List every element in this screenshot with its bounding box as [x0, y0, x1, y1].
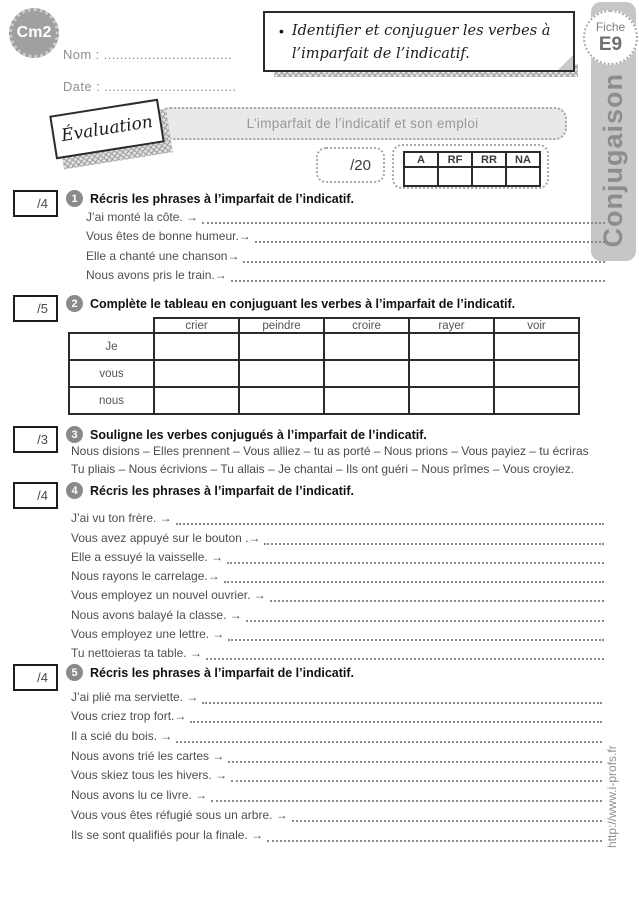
answer-dots[interactable] [202, 222, 605, 224]
answer-cell[interactable] [409, 360, 494, 387]
assessment-mark-row [404, 167, 540, 186]
answer-line [71, 625, 604, 644]
assessment-grid [392, 144, 549, 189]
answer-dots[interactable] [176, 741, 602, 743]
answer-cell[interactable] [239, 333, 324, 360]
pronoun-label: vous [69, 360, 154, 387]
objective-box [263, 11, 575, 72]
sentence-prompt: Elle a chanté une chanson→ [86, 248, 240, 263]
assessment-cell[interactable] [438, 167, 472, 186]
answer-dots[interactable] [176, 523, 604, 525]
sentence-prompt: J’ai plié ma serviette. → [71, 689, 199, 704]
answer-line [71, 766, 602, 786]
answer-cell[interactable] [409, 333, 494, 360]
sentence-prompt: J’ai monté la côte. → [86, 209, 199, 224]
table-row [69, 360, 579, 387]
bullet-icon: • [279, 23, 284, 39]
verb-header: voir [494, 318, 579, 333]
exercise2-title: Complète le tableau en conjuguant les verbes à l’imparfait de l’indicatif. [90, 296, 516, 311]
exercise1-lines [86, 207, 605, 285]
answer-cell[interactable] [409, 387, 494, 414]
assessment-col-na: NA [506, 152, 540, 167]
answer-cell[interactable] [324, 387, 409, 414]
answer-cell[interactable] [494, 333, 579, 360]
verb-word-list [71, 443, 596, 478]
answer-line [86, 246, 605, 266]
fiche-badge [583, 10, 638, 65]
answer-cell[interactable] [154, 360, 239, 387]
sentence-prompt: Vous employez un nouvel ouvrier. → [71, 588, 266, 603]
answer-dots[interactable] [246, 620, 604, 622]
verb-header: croire [324, 318, 409, 333]
date-field[interactable]: Date : ................................. [63, 79, 237, 94]
assessment-col-a: A [404, 152, 438, 167]
sentence-prompt: Il a scié du bois. → [71, 729, 173, 744]
answer-line [86, 227, 605, 247]
sentence-prompt: Nous avons balayé la classe. → [71, 607, 242, 622]
points-box-ex3[interactable]: /3 [13, 426, 58, 453]
sentence-prompt: Vous skiez tous les hivers. → [71, 768, 228, 783]
fiche-label: Fiche [595, 19, 626, 34]
pronoun-label: nous [69, 387, 154, 414]
answer-line [71, 825, 602, 845]
fiche-code: E9 [598, 33, 623, 55]
objective-text: Identifier et conjuguer les verbes à l’imparfait de l’indicatif. [291, 23, 551, 62]
sentence-prompt: Vous criez trop fort.→ [71, 709, 187, 724]
answer-dots[interactable] [270, 600, 604, 602]
answer-line [71, 586, 604, 605]
answer-dots[interactable] [224, 581, 604, 583]
word-list-line[interactable]: Tu pliais – Nous écrivions – Tu allais – Je chantai – Ils ont guéri – Nous prîmes – Vous croyiez. [71, 461, 575, 476]
answer-dots[interactable] [292, 820, 602, 822]
corner-fold-icon [558, 55, 573, 70]
sentence-prompt: Elle a essuyé la vaisselle. → [71, 549, 224, 564]
answer-cell[interactable] [494, 387, 579, 414]
answer-line [71, 805, 602, 825]
answer-line [71, 746, 602, 766]
answer-cell[interactable] [324, 333, 409, 360]
answer-line [71, 509, 604, 528]
evaluation-sticker: Évaluation [49, 99, 165, 160]
points-box-ex4[interactable]: /4 [13, 482, 58, 509]
points-box-ex1[interactable]: /4 [13, 190, 58, 217]
assessment-cell[interactable] [506, 167, 540, 186]
answer-dots[interactable] [190, 721, 602, 723]
sentence-prompt: Nous avons lu ce livre. → [71, 788, 208, 803]
grade-level-badge: Cm2 [9, 8, 59, 58]
exercise1-header [66, 190, 354, 207]
answer-dots[interactable] [211, 800, 602, 802]
assessment-header-row [404, 152, 540, 167]
answer-line [71, 605, 604, 624]
blank-corner-cell [69, 318, 154, 333]
exercise5-header [66, 664, 354, 681]
exercise1-title: Récris les phrases à l’imparfait de l’indicatif. [90, 191, 354, 206]
sentence-prompt: Nous avons pris le train.→ [86, 268, 227, 282]
assessment-col-rf: RF [438, 152, 472, 167]
answer-cell[interactable] [239, 387, 324, 414]
conjugation-table [68, 317, 580, 415]
pronoun-label: Je [69, 333, 154, 360]
exercise5-title: Récris les phrases à l’imparfait de l’indicatif. [90, 665, 354, 680]
exercise3-number-badge: 3 [66, 426, 83, 443]
answer-dots[interactable] [227, 562, 604, 564]
verb-header-row [69, 318, 579, 333]
answer-dots[interactable] [228, 639, 604, 641]
exercise4-lines [71, 509, 604, 663]
answer-cell[interactable] [154, 333, 239, 360]
assessment-cell[interactable] [472, 167, 506, 186]
points-box-ex5[interactable]: /4 [13, 664, 58, 691]
answer-dots[interactable] [243, 261, 605, 263]
sentence-prompt: Ils se sont qualifiés pour la finale. → [71, 827, 264, 842]
answer-line [71, 644, 604, 663]
exercise3-title: Souligne les verbes conjugués à l’imparfait de l’indicatif. [90, 427, 427, 442]
exercise5-lines [71, 687, 602, 845]
worksheet-title: L’imparfait de l’indicatif et son emploi [158, 107, 567, 140]
sentence-prompt: J’ai vu ton frère. → [71, 511, 172, 526]
table-row [69, 387, 579, 414]
exercise1-number-badge: 1 [66, 190, 83, 207]
answer-cell[interactable] [154, 387, 239, 414]
points-box-ex2[interactable]: /5 [13, 295, 58, 322]
exercise3-header [66, 426, 427, 443]
word-list-line[interactable]: Nous disions – Elles prennent – Vous alliez – tu as porté – Nous prions – Vous payiez – tu écriras [71, 444, 589, 458]
sentence-prompt: Vous avez appuyé sur le bouton .→ [71, 530, 261, 545]
exercise2-header [66, 295, 515, 312]
answer-line [71, 528, 604, 547]
answer-line [86, 266, 605, 286]
answer-dots[interactable] [264, 543, 604, 545]
sentence-prompt: Vous vous êtes réfugié sous un arbre. → [71, 807, 288, 822]
sentence-prompt: Vous employez une lettre. → [71, 627, 225, 642]
answer-cell[interactable] [494, 360, 579, 387]
answer-dots[interactable] [202, 702, 602, 704]
sentence-prompt: Vous êtes de bonne humeur.→ [86, 229, 251, 243]
sentence-prompt: Nous avons trié les cartes → [71, 748, 225, 763]
sentence-prompt: Nous rayons le carrelage.→ [71, 569, 220, 584]
total-score-box[interactable]: /20 [316, 147, 385, 183]
answer-line [71, 567, 604, 586]
subject-label: Conjugaison [598, 72, 628, 247]
answer-line [71, 707, 602, 727]
exercise4-header [66, 482, 354, 499]
answer-cell[interactable] [239, 360, 324, 387]
answer-line [71, 726, 602, 746]
assessment-cell[interactable] [404, 167, 438, 186]
verb-header: crier [154, 318, 239, 333]
verb-header: rayer [409, 318, 494, 333]
answer-dots[interactable] [231, 280, 605, 282]
exercise4-title: Récris les phrases à l’imparfait de l’indicatif. [90, 483, 354, 498]
sentence-prompt: Tu nettoieras ta table. → [71, 646, 202, 661]
answer-dots[interactable] [228, 761, 602, 763]
answer-line [71, 687, 602, 707]
answer-dots[interactable] [255, 241, 605, 243]
answer-cell[interactable] [324, 360, 409, 387]
table-row [69, 333, 579, 360]
exercise2-number-badge: 2 [66, 295, 83, 312]
exercise5-number-badge: 5 [66, 664, 83, 681]
answer-line [71, 548, 604, 567]
answer-dots[interactable] [267, 840, 602, 842]
website-url: http://www.i-profs.fr [605, 745, 619, 848]
answer-line [86, 207, 605, 227]
answer-line [71, 785, 602, 805]
exercise4-number-badge: 4 [66, 482, 83, 499]
verb-header: peindre [239, 318, 324, 333]
assessment-col-rr: RR [472, 152, 506, 167]
name-field[interactable]: Nom : ................................ [63, 47, 233, 62]
answer-dots[interactable] [231, 780, 602, 782]
answer-dots[interactable] [206, 658, 604, 660]
